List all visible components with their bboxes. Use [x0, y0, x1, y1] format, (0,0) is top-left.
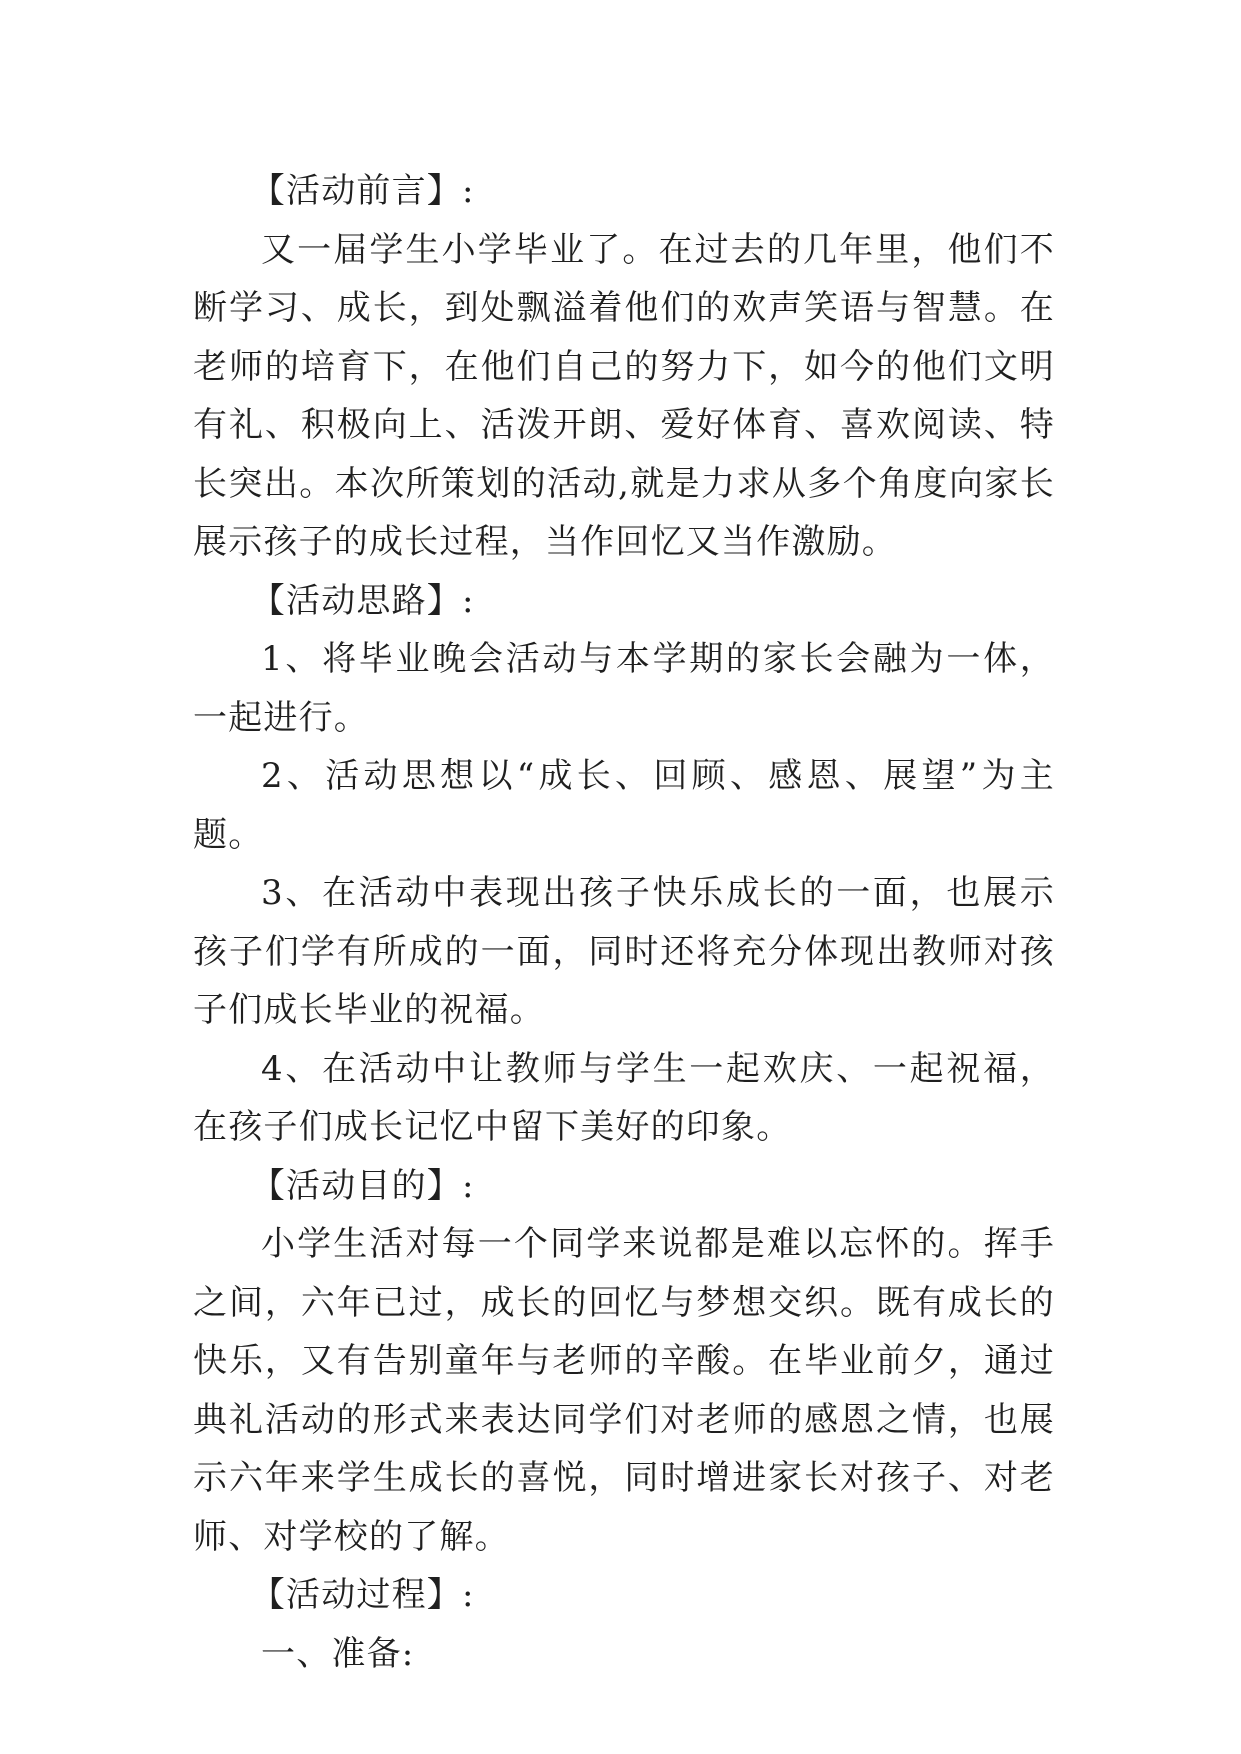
section-heading-purpose: 【活动目的】: — [250, 1165, 475, 1206]
paragraph-preface: 又一届学生小学毕业了。在过去的几年里，他们不断学习、成长，到处飘溢着他们的欢声笑语与智慧。在老师的培育下，在他们自己的努力下，如今的他们文明有礼、积极向上、活泼开朗、爱好体育、喜欢阅读、特长突出。本次所策划的活动,就是力求从多个角度向家长展示孩子的成长过程，当作回忆又当作激励。 — [193, 229, 1055, 562]
section-heading-approach: 【活动思路】: — [250, 580, 475, 621]
section-heading-process: 【活动过程】: — [250, 1575, 475, 1615]
section-heading-preface: 【活动前言】: — [250, 171, 475, 211]
paragraph-purpose: 小学生活对每一个同学来说都是难以忘怀的。挥手之间，六年已过，成长的回忆与梦想交织。既有成长的快乐，又有告别童年与老师的辛酸。在毕业前夕，通过典礼活动的形式来表达同学们对老师的感恩之情，也展示六年来学生成长的喜悦，同时增进家长对孩子、对老师、对学校的了解。 — [193, 1224, 1055, 1557]
paragraph-approach-1: 1、将毕业晚会活动与本学期的家长会融为一体，一起进行。 — [193, 639, 1055, 738]
paragraph-approach-2: 2、活动思想以“成长、回顾、感恩、展望”为主题。 — [193, 756, 1055, 855]
paragraph-process-preparation: 一、准备: — [261, 1633, 415, 1674]
paragraph-approach-3: 3、在活动中表现出孩子快乐成长的一面，也展示孩子们学有所成的一面，同时还将充分体现出教师对孩子们成长毕业的祝福。 — [193, 873, 1055, 1030]
document-body — [193, 162, 1055, 1683]
paragraph-approach-4: 4、在活动中让教师与学生一起欢庆、一起祝福，在孩子们成长记忆中留下美好的印象。 — [193, 1048, 1055, 1147]
